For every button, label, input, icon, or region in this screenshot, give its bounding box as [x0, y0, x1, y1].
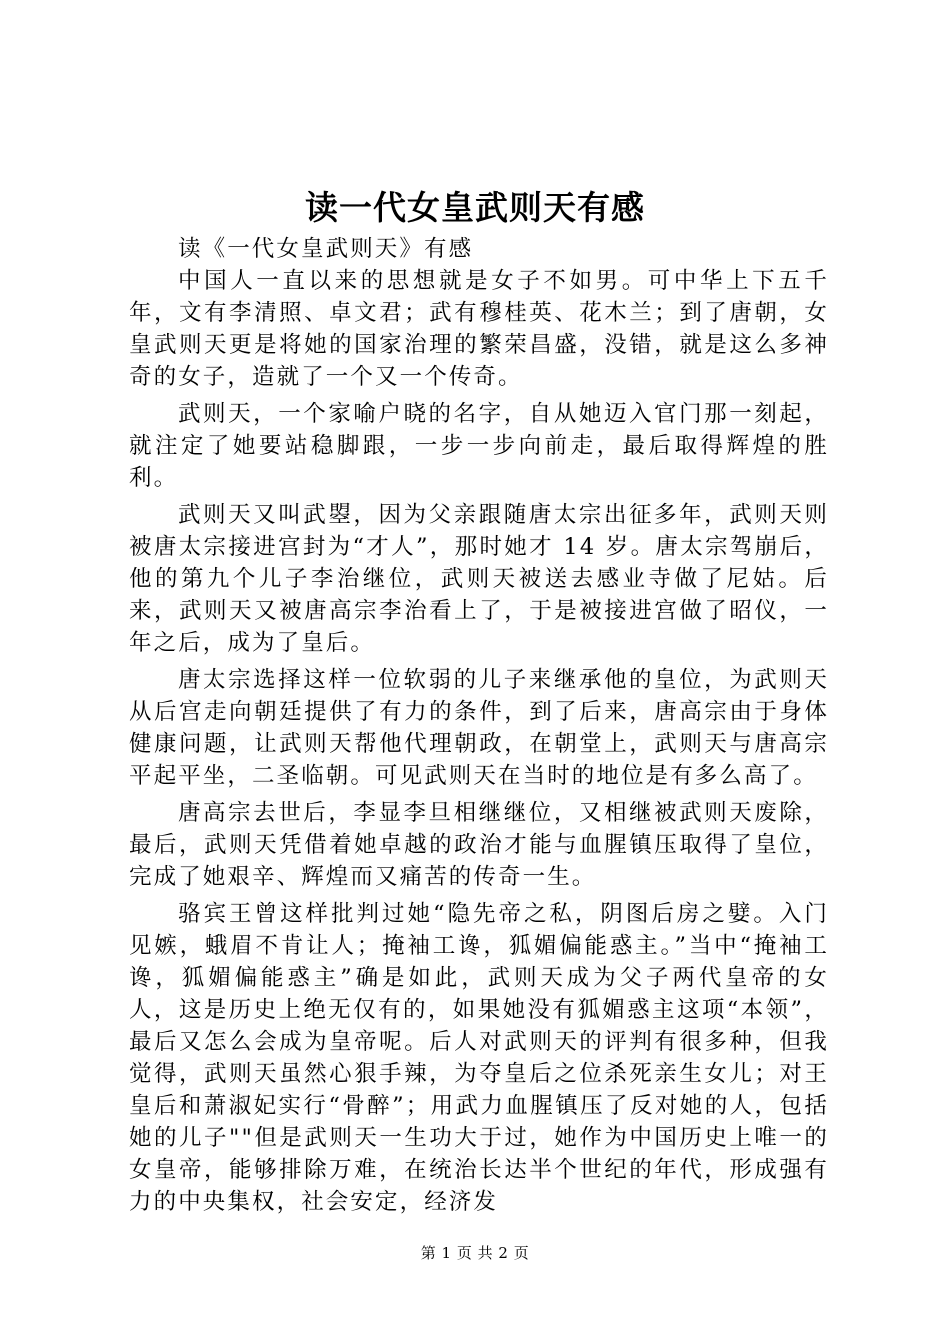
page-number-footer: 第 1 页 共 2 页	[420, 1244, 530, 1262]
document-title: 读一代女皇武则天有感	[305, 188, 645, 227]
paragraph: 唐太宗选择这样一位软弱的儿子来继承他的皇位，为武则天从后宫走向朝廷提供了有力的条件，到了后来，唐高宗由于身体健康问题，让武则天帮他代理朝政，在朝堂上，武则天与唐高宗平起平坐，二圣临朝。可见武则天在当时的地位是有多么高了。	[129, 667, 829, 789]
paragraph: 骆宾王曾这样批判过她“隐先帝之私，阴图后房之嬖。入门见嫉，蛾眉不肯让人；掩袖工谗，狐媚偏能惑主。”当中“掩袖工谗，狐媚偏能惑主”确是如此，武则天成为父子两代皇帝的女人，这是历史上绝无仅有的，如果她没有狐媚惑主这项“本领”，最后又怎么会成为皇帝呢。后人对武则天的评判有很多种，但我觉得，武则天虽然心狠手辣，为夺皇后之位杀死亲生女儿；对王皇后和萧淑妃实行“骨醉”；用武力血腥镇压了反对她的人，包括她的儿子""但是武则天一生功大于过，她作为中国历史上唯一的女皇帝，能够排除万难，在统治长达半个世纪的年代，形成强有力的中央集权，社会安定，经济发	[129, 901, 829, 1215]
paragraph-subtitle: 读《一代女皇武则天》有感	[178, 236, 474, 262]
document-body	[129, 233, 829, 1223]
paragraph: 中国人一直以来的思想就是女子不如男。可中华上下五千年，文有李清照、卓文君；武有穆桂英、花木兰；到了唐朝，女皇武则天更是将她的国家治理的繁荣昌盛，没错，就是这么多神奇的女子，造就了一个又一个传奇。	[129, 268, 829, 390]
paragraph: 武则天，一个家喻户晓的名字，自从她迈入官门那一刻起，就注定了她要站稳脚跟，一步一步向前走，最后取得辉煌的胜利。	[129, 401, 829, 491]
paragraph: 唐高宗去世后，李显李旦相继继位，又相继被武则天废除，最后，武则天凭借着她卓越的政治才能与血腥镇压取得了皇位，完成了她艰辛、辉煌而又痛苦的传奇一生。	[129, 800, 829, 890]
paragraph: 武则天又叫武曌，因为父亲跟随唐太宗出征多年，武则天则被唐太宗接进宫封为“才人”，那时她才 14 岁。唐太宗驾崩后，他的第九个儿子李治继位，武则天被送去感业寺做了尼姑。后来，武则天又被唐高宗李治看上了，于是被接进宫做了昭仪，一年之后，成为了皇后。	[129, 502, 829, 656]
